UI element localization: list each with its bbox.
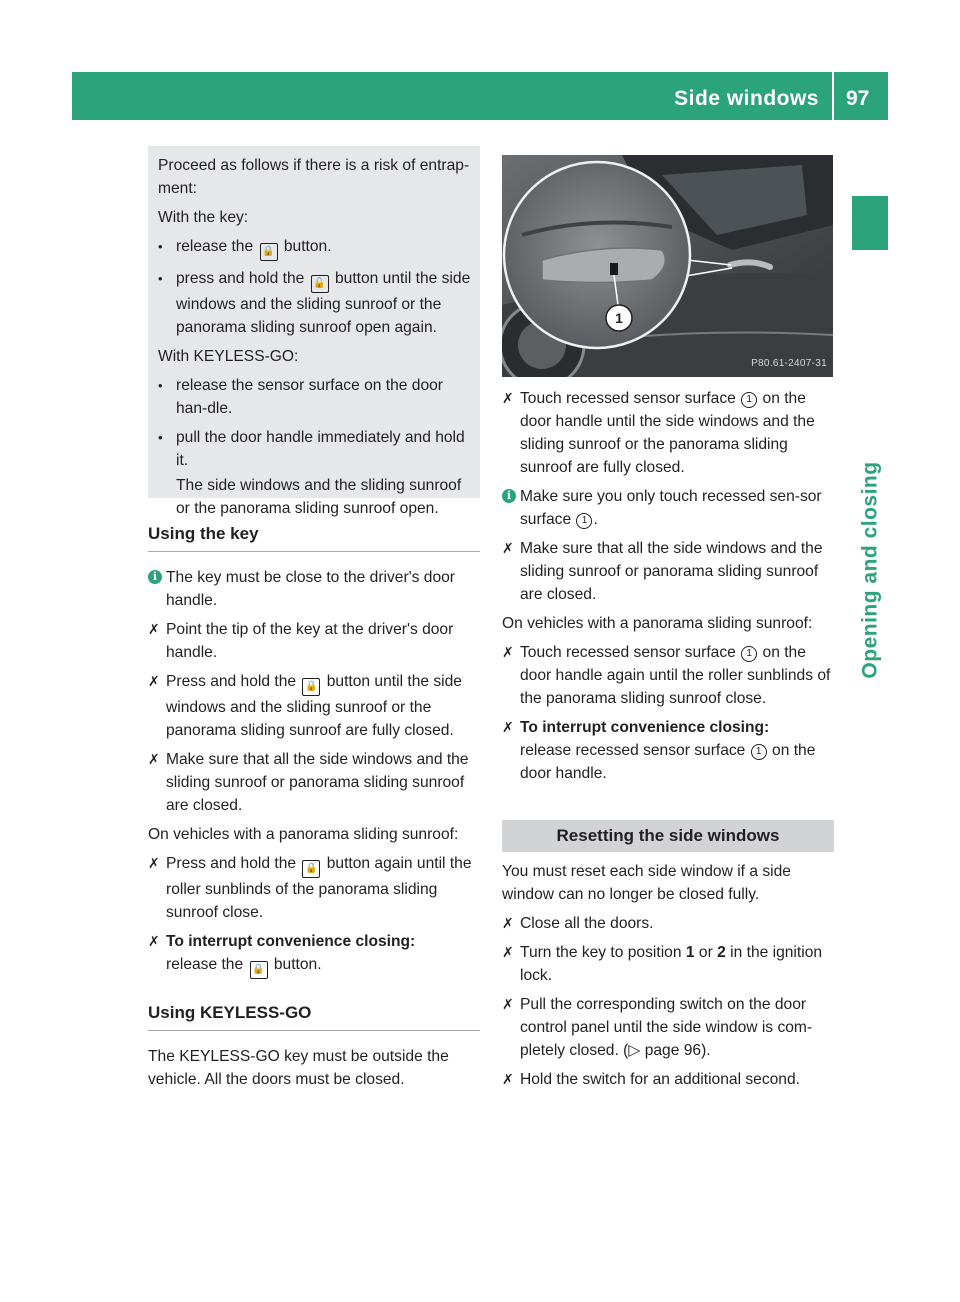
side-tab-block bbox=[852, 196, 888, 250]
step-arrow-icon: ✗ bbox=[148, 673, 160, 689]
step-item: ✗ To interrupt convenience closing: release the 🔒 button. bbox=[148, 930, 480, 979]
door-handle-photo bbox=[502, 155, 833, 377]
panorama-intro: On vehicles with a panorama sliding sunroof: bbox=[502, 615, 813, 632]
lock-icon: 🔒 bbox=[302, 860, 320, 878]
section-heading-keyless: Using KEYLESS-GO bbox=[148, 1001, 480, 1031]
step-arrow-icon: ✗ bbox=[148, 751, 160, 767]
list-item: • release the sensor surface on the door han-dle. bbox=[158, 374, 476, 420]
step-arrow-icon: ✗ bbox=[502, 540, 514, 556]
with-keyless-label: With KEYLESS-GO: bbox=[158, 348, 299, 365]
info-icon: i bbox=[148, 570, 162, 584]
page-reference-link[interactable]: page 96 bbox=[644, 1042, 702, 1059]
step-item: ✗ To interrupt convenience closing: release recessed sensor surface 1 on the door handle. bbox=[502, 716, 834, 785]
lock-icon: 🔒 bbox=[302, 678, 320, 696]
section-heading-using-key: Using the key bbox=[148, 522, 480, 552]
keyless-text: The KEYLESS-GO key must be outside the vehicle. All the doors must be closed. bbox=[148, 1048, 449, 1088]
step-arrow-icon: ✗ bbox=[148, 855, 160, 871]
step-item: ✗ Point the tip of the key at the driver's door handle. bbox=[148, 618, 480, 664]
callout-1: 1 bbox=[751, 744, 767, 760]
with-key-label: With the key: bbox=[158, 209, 249, 226]
header-separator bbox=[832, 72, 834, 120]
step-arrow-icon: ✗ bbox=[148, 621, 160, 637]
step-arrow-icon: ✗ bbox=[502, 996, 514, 1012]
left-column bbox=[148, 522, 480, 1097]
photo-code: P80.61-2407-31 bbox=[751, 358, 827, 369]
step-item: ✗ Make sure that all the side windows and the sliding sunroof or panorama sliding sunroof are closed. bbox=[502, 537, 834, 606]
step-arrow-icon: ✗ bbox=[502, 644, 514, 660]
bullet-icon: • bbox=[158, 271, 163, 286]
page-number: 97 bbox=[846, 87, 870, 110]
side-tab-label: Opening and closing bbox=[858, 461, 882, 679]
section-heading-reset: Resetting the side windows bbox=[502, 820, 834, 852]
step-item: ✗ Touch recessed sensor surface 1 on the door handle until the side windows and the sliding sunroof or the panorama sliding sunroof are fully closed. bbox=[502, 387, 834, 479]
list-item: • press and hold the 🔓 button until the side windows and the sliding sunroof or the panorama sliding sunroof open again. bbox=[158, 267, 476, 339]
lock-icon: 🔒 bbox=[260, 243, 278, 261]
info-note: i The key must be close to the driver's door handle. bbox=[148, 566, 480, 612]
list-item: • release the 🔒 button. bbox=[158, 235, 476, 261]
step-arrow-icon: ✗ bbox=[148, 933, 160, 949]
reset-section bbox=[502, 820, 834, 1097]
step-item: ✗ Hold the switch for an additional second. bbox=[502, 1068, 834, 1091]
shade-intro: Proceed as follows if there is a risk of entrap-ment: bbox=[158, 157, 470, 197]
step-item: ✗ Touch recessed sensor surface 1 on the door handle again until the roller sunblinds of the panorama sliding sunroof close. bbox=[502, 641, 834, 710]
step-item: ✗ Make sure that all the side windows and the sliding sunroof or panorama sliding sunroof are closed. bbox=[148, 748, 480, 817]
step-arrow-icon: ✗ bbox=[502, 719, 514, 735]
step-arrow-icon: ✗ bbox=[502, 1071, 514, 1087]
callout-1: 1 bbox=[741, 392, 757, 408]
step-item: ✗ Close all the doors. bbox=[502, 912, 834, 935]
bullet-icon: • bbox=[158, 239, 163, 254]
page-title: Side windows bbox=[674, 87, 819, 110]
step-arrow-icon: ✗ bbox=[502, 915, 514, 931]
info-icon: i bbox=[502, 489, 516, 503]
step-item: ✗ Pull the corresponding switch on the door control panel until the side window is com-pletely closed. (▷ page 96). bbox=[502, 993, 834, 1062]
step-item: ✗ Press and hold the 🔒 button until the side windows and the sliding sunroof or the panorama sliding sunroof are fully closed. bbox=[148, 670, 480, 742]
reset-intro: You must reset each side window if a side window can no longer be closed fully. bbox=[502, 863, 791, 903]
step-item: ✗ Press and hold the 🔒 button again until the roller sunblinds of the panorama sliding sunroof close. bbox=[148, 852, 480, 924]
car-door-illustration bbox=[502, 155, 833, 377]
right-column bbox=[502, 387, 834, 791]
step-item: ✗ Turn the key to position 1 or 2 in the ignition lock. bbox=[502, 941, 834, 987]
photo-callout-1: 1 bbox=[615, 310, 623, 326]
list-item: • pull the door handle immediately and hold it. bbox=[158, 426, 476, 472]
warning-box bbox=[148, 146, 480, 517]
step-arrow-icon: ✗ bbox=[502, 390, 514, 406]
page-ref-arrow-icon: ▷ bbox=[628, 1042, 641, 1059]
lock-icon: 🔒 bbox=[250, 961, 268, 979]
keyless-result: The side windows and the sliding sunroof or the panorama sliding sunroof open. bbox=[176, 477, 462, 517]
bullet-icon: • bbox=[158, 378, 163, 393]
callout-1: 1 bbox=[741, 646, 757, 662]
unlock-icon: 🔓 bbox=[311, 275, 329, 293]
bullet-icon: • bbox=[158, 430, 163, 445]
step-arrow-icon: ✗ bbox=[502, 944, 514, 960]
callout-1: 1 bbox=[576, 513, 592, 529]
info-note: i Make sure you only touch recessed sen-sor surface 1 . bbox=[502, 485, 834, 531]
panorama-intro: On vehicles with a panorama sliding sunroof: bbox=[148, 826, 459, 843]
